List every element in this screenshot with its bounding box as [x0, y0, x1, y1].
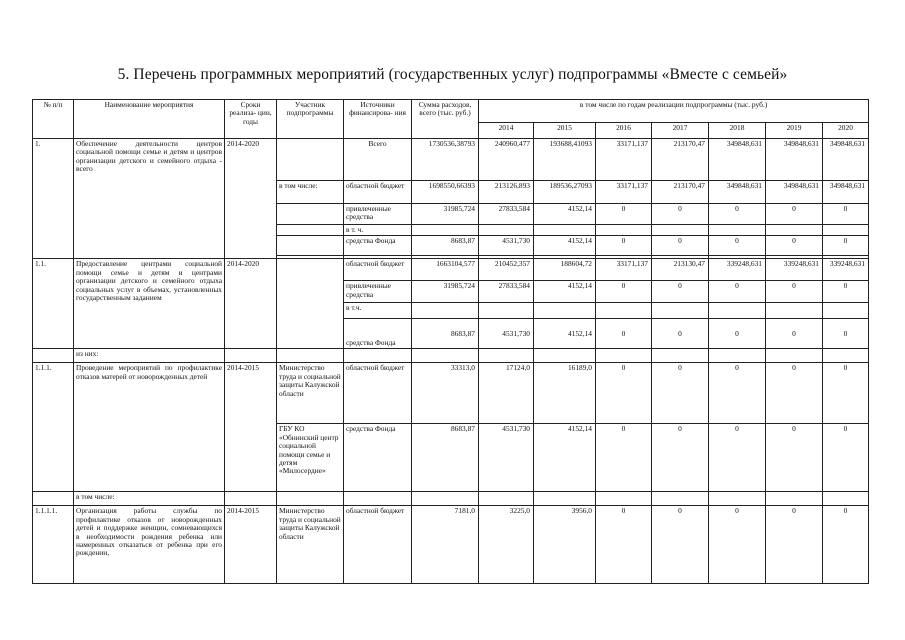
row-year-value: 33171,137: [596, 181, 652, 204]
row-year-value: 0: [766, 424, 823, 492]
header-year: 2014: [479, 123, 534, 139]
row-year-value: 0: [709, 506, 766, 584]
row-year-value: 3956,0: [534, 506, 596, 584]
row-year-value: 27833,584: [479, 281, 534, 303]
row-year-value: [596, 303, 652, 319]
row-participant: ГБУ КО «Обнинский центр социальной помощи семье и детям «Милосердие»: [277, 424, 344, 492]
header-num: № п/п: [33, 100, 74, 139]
table-row: [33, 506, 869, 584]
row-period: [225, 349, 277, 363]
header-source: Источники финансирова- ния: [344, 100, 412, 139]
row-year-value: 3225,0: [479, 506, 534, 584]
row-year-value: 189536,27093: [534, 181, 596, 204]
row-participant: [277, 204, 344, 225]
table-row: [33, 363, 869, 424]
row-source: средства Фонда: [344, 424, 412, 492]
row-year-value: 0: [709, 424, 766, 492]
row-year-value: 0: [823, 363, 869, 424]
row-year-value: [823, 303, 869, 319]
row-year-value: 0: [823, 506, 869, 584]
row-year-value: 0: [596, 424, 652, 492]
row-sum: 1663104,577: [412, 259, 479, 281]
row-year-value: 0: [823, 204, 869, 225]
row-subtitle: в т.ч.: [344, 303, 412, 319]
row-year-value: 213170,47: [652, 181, 709, 204]
row-year-value: [766, 225, 823, 236]
row-year-value: 33171,137: [596, 259, 652, 281]
row-year-value: 210452,357: [479, 259, 534, 281]
row-sum: [412, 492, 479, 506]
row-source: областной бюджет: [344, 506, 412, 584]
row-year-value: 0: [823, 319, 869, 349]
row-sum: 33313,0: [412, 363, 479, 424]
row-participant: [277, 349, 344, 363]
row-year-value: [652, 492, 709, 506]
row-year-value: [709, 349, 766, 363]
row-sum: [412, 349, 479, 363]
row-year-value: 0: [652, 319, 709, 349]
row-period: 2014-2015: [225, 506, 277, 584]
row-sum: 1698550,66393: [412, 181, 479, 204]
row-year-value: 0: [766, 204, 823, 225]
row-period: 2014-2020: [225, 139, 277, 259]
row-num: 1.: [33, 139, 74, 259]
row-year-value: [709, 303, 766, 319]
row-sum: 8683,87: [412, 236, 479, 256]
row-year-value: [652, 225, 709, 236]
row-source: привлеченные средства: [344, 281, 412, 303]
row-participant: Министерство труда и социальной защиты Калужской области: [277, 363, 344, 424]
row-year-value: [534, 349, 596, 363]
header-period: Сроки реализа- ции, годы: [225, 100, 277, 139]
row-year-value: 4531,730: [479, 236, 534, 256]
row-year-value: [652, 349, 709, 363]
row-year-value: [709, 225, 766, 236]
row-num: [33, 492, 74, 506]
row-num: [33, 349, 74, 363]
row-year-value: 0: [766, 319, 823, 349]
row-year-value: 349848,631: [766, 139, 823, 181]
row-year-value: 0: [823, 236, 869, 256]
row-year-value: 0: [709, 236, 766, 256]
row-year-value: 4531,730: [479, 319, 534, 349]
row-year-value: 0: [652, 424, 709, 492]
row-sum: 7181,0: [412, 506, 479, 584]
row-participant: [277, 139, 344, 181]
header-year: 2017: [652, 123, 709, 139]
row-source: областной бюджет: [344, 181, 412, 204]
row-year-value: [709, 492, 766, 506]
row-source: привлеченные средства: [344, 204, 412, 225]
row-year-value: 0: [652, 281, 709, 303]
row-name: Обеспечение деятельности центров социальной помощи семье и детям и центров организации детского и семейного отдыха - всего: [74, 139, 225, 259]
row-source: средства Фонда: [344, 319, 412, 349]
row-sum: 8683,87: [412, 424, 479, 492]
row-name: Проведение мероприятий по профилактике отказов матерей от новорожденных детей: [74, 363, 225, 492]
header-year: 2020: [823, 123, 869, 139]
row-year-value: 188604,72: [534, 259, 596, 281]
row-year-value: 0: [766, 236, 823, 256]
row-name: Организация работы службы по профилактике отказов от новорожденных детей и поддержке женщин, сомневающихся в необходимости рождения ребенка или намеренных отказаться от ребенка при его рождении,: [74, 506, 225, 584]
row-year-value: 0: [596, 281, 652, 303]
row-source: средства Фонда: [344, 236, 412, 256]
row-year-value: 4152,14: [534, 204, 596, 225]
row-year-value: [823, 492, 869, 506]
row-source: [344, 492, 412, 506]
row-year-value: 0: [766, 506, 823, 584]
header-participant: Участник подпрограммы: [277, 100, 344, 139]
row-year-value: 0: [766, 363, 823, 424]
row-year-value: 4152,14: [534, 281, 596, 303]
row-year-value: 0: [823, 424, 869, 492]
row-year-value: 0: [596, 236, 652, 256]
row-subtitle: в том числе:: [277, 181, 344, 204]
row-year-value: [823, 225, 869, 236]
row-year-value: [479, 492, 534, 506]
row-sum: 1730536,38793: [412, 139, 479, 181]
row-year-value: [596, 492, 652, 506]
row-num: 1.1.1.1.: [33, 506, 74, 584]
row-source: областной бюджет: [344, 363, 412, 424]
row-year-value: 4152,14: [534, 236, 596, 256]
row-participant: [277, 259, 344, 349]
row-year-value: 0: [596, 319, 652, 349]
table-row: [33, 259, 869, 281]
row-year-value: 17124,0: [479, 363, 534, 424]
row-year-value: 0: [766, 281, 823, 303]
row-year-value: 349848,631: [709, 181, 766, 204]
row-year-value: [534, 492, 596, 506]
row-year-value: 4152,14: [534, 424, 596, 492]
header-by-year: в том числе по годам реализации подпрограммы (тыс. руб.): [479, 100, 869, 123]
row-year-value: 0: [596, 506, 652, 584]
header-year: 2019: [766, 123, 823, 139]
row-subtitle: в т. ч.: [344, 225, 412, 236]
row-source: [344, 349, 412, 363]
row-year-value: 339248,631: [823, 259, 869, 281]
row-period: 2014-2020: [225, 259, 277, 349]
row-year-value: [534, 225, 596, 236]
row-year-value: 0: [709, 204, 766, 225]
header-sum: Сумма расходов, всего (тыс. руб.): [412, 100, 479, 139]
row-year-value: 349848,631: [823, 139, 869, 181]
table-row: [33, 492, 869, 506]
table-header-row: [33, 100, 869, 123]
row-year-value: [766, 349, 823, 363]
row-year-value: 0: [596, 363, 652, 424]
row-year-value: 213170,47: [652, 139, 709, 181]
row-year-value: 213126,893: [479, 181, 534, 204]
row-num: 1.1.: [33, 259, 74, 349]
row-year-value: 0: [709, 319, 766, 349]
row-year-value: [652, 303, 709, 319]
row-year-value: [766, 492, 823, 506]
row-sum: 8683,87: [412, 319, 479, 349]
row-year-value: 0: [709, 363, 766, 424]
row-year-value: [479, 225, 534, 236]
row-year-value: 0: [652, 506, 709, 584]
table-row: [33, 349, 869, 363]
header-year: 2018: [709, 123, 766, 139]
row-year-value: 339248,631: [766, 259, 823, 281]
row-year-value: 0: [596, 204, 652, 225]
row-year-value: 339248,631: [709, 259, 766, 281]
row-year-value: 0: [709, 281, 766, 303]
header-year: 2015: [534, 123, 596, 139]
row-sum: [412, 303, 479, 319]
row-year-value: 4152,14: [534, 319, 596, 349]
row-year-value: 349848,631: [766, 181, 823, 204]
row-year-value: [596, 349, 652, 363]
row-year-value: 0: [652, 236, 709, 256]
row-year-value: [766, 303, 823, 319]
row-participant: [277, 225, 344, 236]
row-participant: [277, 492, 344, 506]
row-year-value: 349848,631: [823, 181, 869, 204]
program-measures-table: [32, 99, 869, 584]
row-participant: Министерство труда и социальной защиты Калужской области: [277, 506, 344, 584]
row-source: областной бюджет: [344, 259, 412, 281]
row-year-value: 27833,584: [479, 204, 534, 225]
row-sum: 31985,724: [412, 281, 479, 303]
row-year-value: 349848,631: [709, 139, 766, 181]
header-name: Наименование мероприятия: [74, 100, 225, 139]
row-year-value: [534, 303, 596, 319]
row-subtitle: из них:: [74, 349, 225, 363]
row-period: 2014-2015: [225, 363, 277, 492]
header-year: 2016: [596, 123, 652, 139]
row-sum: [412, 225, 479, 236]
row-year-value: [479, 303, 534, 319]
row-period: [225, 492, 277, 506]
row-sum: 31985,724: [412, 204, 479, 225]
row-year-value: 16189,0: [534, 363, 596, 424]
row-year-value: 4531,730: [479, 424, 534, 492]
row-year-value: 33171,137: [596, 139, 652, 181]
row-year-value: 0: [652, 204, 709, 225]
row-name: Предоставление центрами социальной помощи семье и детям и центрами организации детского и семейного отдыха социальных услуг в объемах, установленных государственным заданием: [74, 259, 225, 349]
row-year-value: [479, 349, 534, 363]
row-subtitle: в том числе:: [74, 492, 225, 506]
row-year-value: 213130,47: [652, 259, 709, 281]
row-num: 1.1.1.: [33, 363, 74, 492]
row-year-value: [823, 349, 869, 363]
table-row: [33, 139, 869, 181]
row-year-value: [596, 225, 652, 236]
row-year-value: 240960,477: [479, 139, 534, 181]
row-participant: [277, 236, 344, 256]
document-title: 5. Перечень программных мероприятий (государственных услуг) подпрограммы «Вместе с семьей»: [117, 66, 788, 83]
row-year-value: 193688,41093: [534, 139, 596, 181]
row-year-value: 0: [652, 363, 709, 424]
row-year-value: 0: [823, 281, 869, 303]
row-source: Всего: [344, 139, 412, 181]
